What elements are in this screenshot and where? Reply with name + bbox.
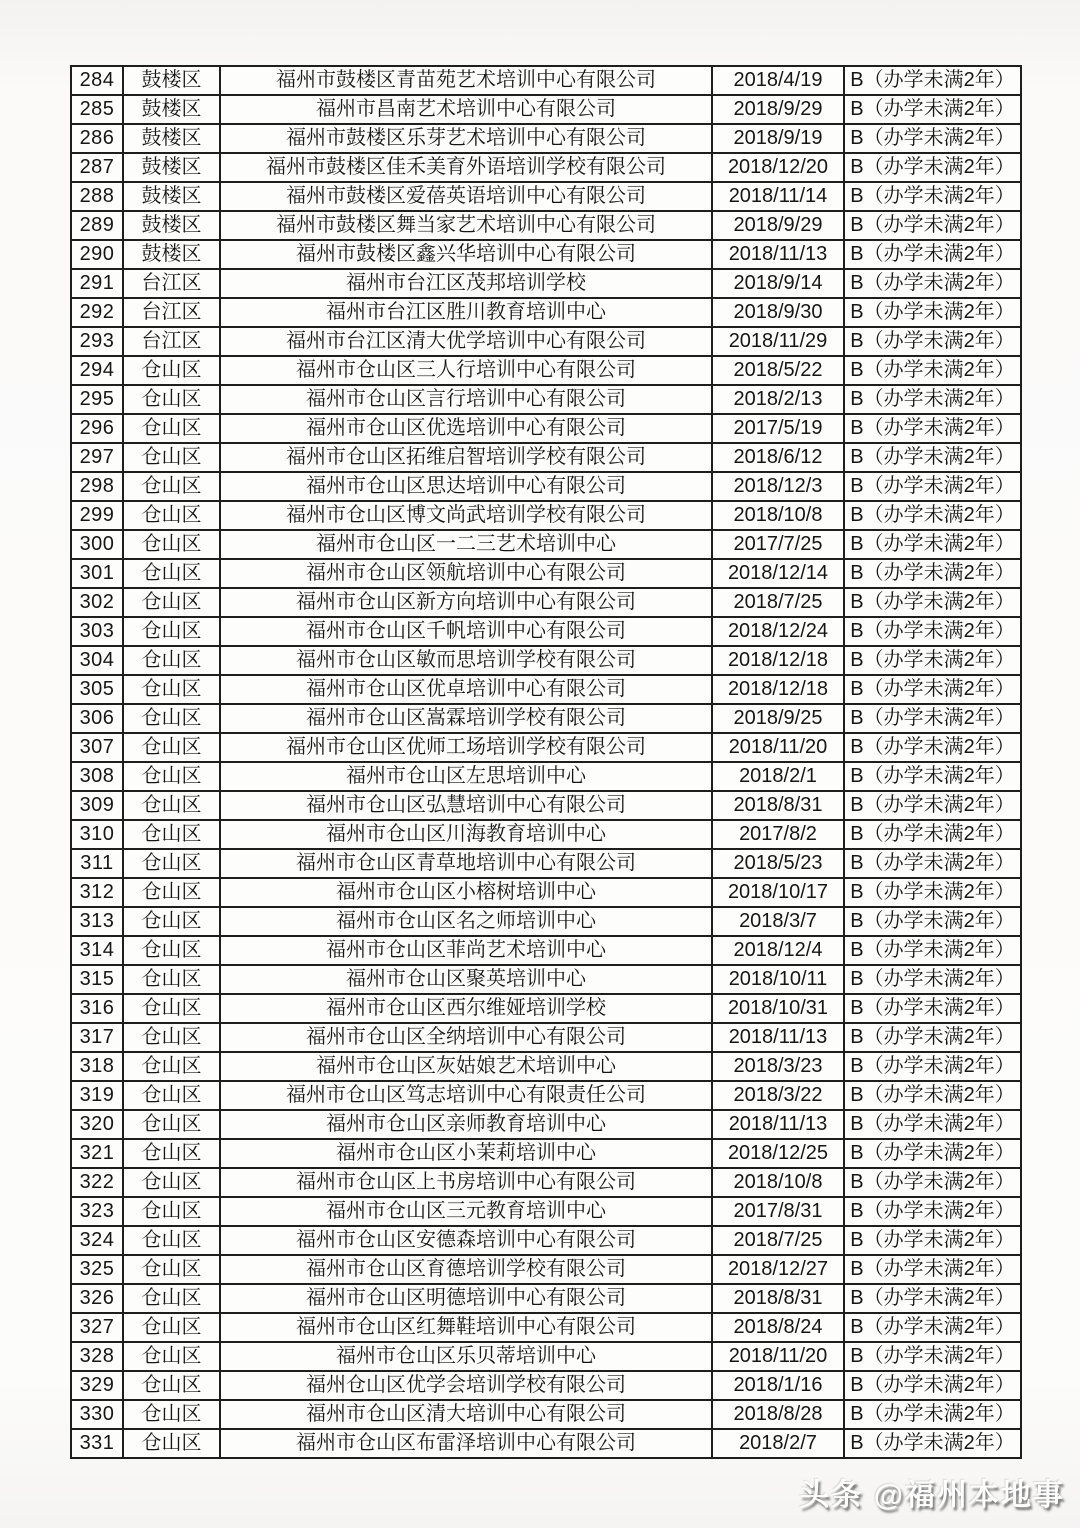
cell-date: 2018/1/16 — [712, 1371, 844, 1400]
cell-rating: B（办学未满2年） — [844, 675, 1021, 704]
cell-rating: B（办学未满2年） — [844, 1429, 1021, 1458]
cell-no: 302 — [71, 588, 123, 617]
cell-name: 福州仓山区优学会培训学校有限公司 — [220, 1371, 712, 1400]
cell-no: 310 — [71, 820, 123, 849]
cell-rating: B（办学未满2年） — [844, 443, 1021, 472]
table-row — [71, 733, 1021, 762]
table-row — [71, 1023, 1021, 1052]
cell-no: 311 — [71, 849, 123, 878]
cell-date: 2018/5/23 — [712, 849, 844, 878]
cell-date: 2018/12/18 — [712, 675, 844, 704]
cell-name: 福州市仓山区一二三艺术培训中心 — [220, 530, 712, 559]
cell-district: 仓山区 — [123, 1052, 220, 1081]
cell-no: 304 — [71, 646, 123, 675]
table-row — [71, 936, 1021, 965]
cell-district: 鼓楼区 — [123, 211, 220, 240]
cell-name: 福州市仓山区嵩霖培训学校有限公司 — [220, 704, 712, 733]
cell-name: 福州市仓山区小茉莉培训中心 — [220, 1139, 712, 1168]
cell-no: 313 — [71, 907, 123, 936]
cell-district: 仓山区 — [123, 936, 220, 965]
table-row — [71, 1313, 1021, 1342]
cell-rating: B（办学未满2年） — [844, 414, 1021, 443]
table-row — [71, 588, 1021, 617]
cell-name: 福州市仓山区聚英培训中心 — [220, 965, 712, 994]
cell-no: 326 — [71, 1284, 123, 1313]
table-row — [71, 1226, 1021, 1255]
cell-date: 2018/5/22 — [712, 356, 844, 385]
cell-name: 福州市仓山区灰姑娘艺术培训中心 — [220, 1052, 712, 1081]
cell-date: 2018/11/13 — [712, 1023, 844, 1052]
cell-name: 福州市鼓楼区乐芽艺术培训中心有限公司 — [220, 124, 712, 153]
cell-no: 308 — [71, 762, 123, 791]
cell-district: 仓山区 — [123, 1429, 220, 1458]
cell-rating: B（办学未满2年） — [844, 733, 1021, 762]
cell-district: 仓山区 — [123, 1081, 220, 1110]
cell-no: 301 — [71, 559, 123, 588]
cell-district: 鼓楼区 — [123, 95, 220, 124]
cell-date: 2018/2/1 — [712, 762, 844, 791]
cell-no: 288 — [71, 182, 123, 211]
cell-date: 2018/2/7 — [712, 1429, 844, 1458]
cell-no: 305 — [71, 675, 123, 704]
cell-rating: B（办学未满2年） — [844, 1371, 1021, 1400]
cell-no: 298 — [71, 472, 123, 501]
cell-date: 2018/6/12 — [712, 443, 844, 472]
cell-date: 2018/11/13 — [712, 1110, 844, 1139]
cell-no: 327 — [71, 1313, 123, 1342]
cell-district: 鼓楼区 — [123, 153, 220, 182]
cell-no: 316 — [71, 994, 123, 1023]
table-row — [71, 1168, 1021, 1197]
table-row — [71, 298, 1021, 327]
cell-district: 仓山区 — [123, 733, 220, 762]
cell-name: 福州市仓山区言行培训中心有限公司 — [220, 385, 712, 414]
cell-name: 福州市仓山区明德培训中心有限公司 — [220, 1284, 712, 1313]
cell-no: 318 — [71, 1052, 123, 1081]
cell-no: 286 — [71, 124, 123, 153]
cell-no: 290 — [71, 240, 123, 269]
cell-no: 322 — [71, 1168, 123, 1197]
cell-name: 福州市仓山区领航培训中心有限公司 — [220, 559, 712, 588]
cell-date: 2018/10/17 — [712, 878, 844, 907]
table-row — [71, 269, 1021, 298]
cell-date: 2017/7/25 — [712, 530, 844, 559]
table-row — [71, 1197, 1021, 1226]
cell-district: 台江区 — [123, 327, 220, 356]
cell-district: 仓山区 — [123, 849, 220, 878]
cell-name: 福州市仓山区红舞鞋培训中心有限公司 — [220, 1313, 712, 1342]
cell-date: 2018/11/14 — [712, 182, 844, 211]
cell-no: 331 — [71, 1429, 123, 1458]
cell-no: 314 — [71, 936, 123, 965]
cell-name: 福州市仓山区思达培训中心有限公司 — [220, 472, 712, 501]
cell-district: 仓山区 — [123, 820, 220, 849]
cell-district: 仓山区 — [123, 646, 220, 675]
cell-rating: B（办学未满2年） — [844, 1400, 1021, 1429]
cell-name: 福州市仓山区千帆培训中心有限公司 — [220, 617, 712, 646]
cell-district: 鼓楼区 — [123, 240, 220, 269]
cell-district: 仓山区 — [123, 1168, 220, 1197]
table-row — [71, 617, 1021, 646]
cell-rating: B（办学未满2年） — [844, 559, 1021, 588]
cell-rating: B（办学未满2年） — [844, 965, 1021, 994]
cell-district: 仓山区 — [123, 385, 220, 414]
cell-date: 2018/12/25 — [712, 1139, 844, 1168]
cell-rating: B（办学未满2年） — [844, 849, 1021, 878]
cell-date: 2018/10/31 — [712, 994, 844, 1023]
cell-district: 鼓楼区 — [123, 124, 220, 153]
table-row — [71, 646, 1021, 675]
cell-rating: B（办学未满2年） — [844, 327, 1021, 356]
table-row — [71, 414, 1021, 443]
table-row — [71, 385, 1021, 414]
cell-rating: B（办学未满2年） — [844, 1284, 1021, 1313]
cell-date: 2018/3/22 — [712, 1081, 844, 1110]
cell-district: 仓山区 — [123, 530, 220, 559]
cell-date: 2018/7/25 — [712, 588, 844, 617]
cell-district: 鼓楼区 — [123, 182, 220, 211]
cell-district: 仓山区 — [123, 1197, 220, 1226]
cell-district: 仓山区 — [123, 965, 220, 994]
cell-name: 福州市仓山区三人行培训中心有限公司 — [220, 356, 712, 385]
cell-name: 福州市台江区胜川教育培训中心 — [220, 298, 712, 327]
cell-no: 285 — [71, 95, 123, 124]
cell-no: 296 — [71, 414, 123, 443]
cell-no: 295 — [71, 385, 123, 414]
table-row — [71, 965, 1021, 994]
cell-name: 福州市仓山区三元教育培训中心 — [220, 1197, 712, 1226]
cell-name: 福州市仓山区西尔维娅培训学校 — [220, 994, 712, 1023]
cell-district: 仓山区 — [123, 704, 220, 733]
cell-district: 仓山区 — [123, 356, 220, 385]
cell-name: 福州市仓山区上书房培训中心有限公司 — [220, 1168, 712, 1197]
cell-no: 324 — [71, 1226, 123, 1255]
cell-rating: B（办学未满2年） — [844, 646, 1021, 675]
cell-rating: B（办学未满2年） — [844, 1081, 1021, 1110]
cell-date: 2018/11/20 — [712, 733, 844, 762]
table-row — [71, 1052, 1021, 1081]
cell-rating: B（办学未满2年） — [844, 269, 1021, 298]
cell-rating: B（办学未满2年） — [844, 240, 1021, 269]
cell-name: 福州市仓山区优选培训中心有限公司 — [220, 414, 712, 443]
cell-district: 仓山区 — [123, 472, 220, 501]
cell-rating: B（办学未满2年） — [844, 182, 1021, 211]
cell-date: 2018/12/3 — [712, 472, 844, 501]
cell-rating: B（办学未满2年） — [844, 211, 1021, 240]
table-row — [71, 472, 1021, 501]
table-row — [71, 124, 1021, 153]
cell-name: 福州市仓山区拓维启智培训学校有限公司 — [220, 443, 712, 472]
table-row — [71, 820, 1021, 849]
cell-no: 297 — [71, 443, 123, 472]
table-row — [71, 559, 1021, 588]
cell-district: 仓山区 — [123, 791, 220, 820]
table-body — [71, 66, 1021, 1458]
cell-name: 福州市仓山区左思培训中心 — [220, 762, 712, 791]
cell-name: 福州市仓山区青草地培训中心有限公司 — [220, 849, 712, 878]
cell-no: 307 — [71, 733, 123, 762]
cell-rating: B（办学未满2年） — [844, 820, 1021, 849]
cell-name: 福州市仓山区菲尚艺术培训中心 — [220, 936, 712, 965]
cell-rating: B（办学未满2年） — [844, 878, 1021, 907]
cell-date: 2018/7/25 — [712, 1226, 844, 1255]
cell-date: 2018/8/24 — [712, 1313, 844, 1342]
cell-rating: B（办学未满2年） — [844, 153, 1021, 182]
table-row — [71, 327, 1021, 356]
table-row — [71, 240, 1021, 269]
cell-rating: B（办学未满2年） — [844, 1226, 1021, 1255]
table-row — [71, 1429, 1021, 1458]
cell-no: 319 — [71, 1081, 123, 1110]
cell-rating: B（办学未满2年） — [844, 1197, 1021, 1226]
table-row — [71, 66, 1021, 95]
cell-date: 2018/9/14 — [712, 269, 844, 298]
table-row — [71, 1371, 1021, 1400]
cell-district: 仓山区 — [123, 588, 220, 617]
cell-date: 2017/8/31 — [712, 1197, 844, 1226]
cell-date: 2018/12/14 — [712, 559, 844, 588]
cell-name: 福州市鼓楼区舞当家艺术培训中心有限公司 — [220, 211, 712, 240]
cell-date: 2018/9/30 — [712, 298, 844, 327]
cell-date: 2018/3/7 — [712, 907, 844, 936]
table-row — [71, 762, 1021, 791]
cell-no: 300 — [71, 530, 123, 559]
cell-district: 仓山区 — [123, 1255, 220, 1284]
cell-date: 2018/11/29 — [712, 327, 844, 356]
table-row — [71, 501, 1021, 530]
cell-no: 317 — [71, 1023, 123, 1052]
cell-date: 2018/12/4 — [712, 936, 844, 965]
cell-name: 福州市仓山区小榕树培训中心 — [220, 878, 712, 907]
cell-date: 2018/9/25 — [712, 704, 844, 733]
table-row — [71, 849, 1021, 878]
cell-no: 299 — [71, 501, 123, 530]
table-row — [71, 182, 1021, 211]
cell-no: 292 — [71, 298, 123, 327]
institutions-rating-table — [70, 65, 1022, 1459]
cell-name: 福州市仓山区川海教育培训中心 — [220, 820, 712, 849]
cell-rating: B（办学未满2年） — [844, 791, 1021, 820]
cell-rating: B（办学未满2年） — [844, 1342, 1021, 1371]
cell-district: 仓山区 — [123, 762, 220, 791]
cell-date: 2018/9/29 — [712, 211, 844, 240]
cell-name: 福州市仓山区布雷泽培训中心有限公司 — [220, 1429, 712, 1458]
cell-date: 2018/11/20 — [712, 1342, 844, 1371]
table-row — [71, 1081, 1021, 1110]
cell-rating: B（办学未满2年） — [844, 66, 1021, 95]
cell-district: 仓山区 — [123, 1023, 220, 1052]
cell-district: 鼓楼区 — [123, 66, 220, 95]
cell-rating: B（办学未满2年） — [844, 936, 1021, 965]
table-row — [71, 211, 1021, 240]
cell-date: 2018/12/20 — [712, 153, 844, 182]
table-row — [71, 95, 1021, 124]
cell-rating: B（办学未满2年） — [844, 501, 1021, 530]
table-row — [71, 791, 1021, 820]
cell-no: 330 — [71, 1400, 123, 1429]
cell-district: 仓山区 — [123, 1400, 220, 1429]
cell-date: 2018/9/19 — [712, 124, 844, 153]
cell-name: 福州市仓山区清大培训中心有限公司 — [220, 1400, 712, 1429]
cell-no: 329 — [71, 1371, 123, 1400]
cell-district: 仓山区 — [123, 675, 220, 704]
cell-name: 福州市鼓楼区青苗苑艺术培训中心有限公司 — [220, 66, 712, 95]
cell-name: 福州市仓山区弘慧培训中心有限公司 — [220, 791, 712, 820]
cell-name: 福州市仓山区育德培训学校有限公司 — [220, 1255, 712, 1284]
cell-rating: B（办学未满2年） — [844, 704, 1021, 733]
table-row — [71, 153, 1021, 182]
cell-name: 福州市仓山区博文尚武培训学校有限公司 — [220, 501, 712, 530]
cell-date: 2018/4/19 — [712, 66, 844, 95]
cell-date: 2018/10/8 — [712, 501, 844, 530]
cell-date: 2018/8/28 — [712, 1400, 844, 1429]
cell-rating: B（办学未满2年） — [844, 617, 1021, 646]
cell-name: 福州市昌南艺术培训中心有限公司 — [220, 95, 712, 124]
cell-name: 福州市台江区清大优学培训中心有限公司 — [220, 327, 712, 356]
cell-district: 仓山区 — [123, 443, 220, 472]
cell-district: 仓山区 — [123, 1342, 220, 1371]
cell-district: 仓山区 — [123, 617, 220, 646]
cell-no: 312 — [71, 878, 123, 907]
table-row — [71, 675, 1021, 704]
cell-no: 325 — [71, 1255, 123, 1284]
cell-district: 仓山区 — [123, 878, 220, 907]
cell-no: 289 — [71, 211, 123, 240]
table-row — [71, 1255, 1021, 1284]
cell-name: 福州市仓山区敏而思培训学校有限公司 — [220, 646, 712, 675]
cell-district: 仓山区 — [123, 907, 220, 936]
cell-district: 仓山区 — [123, 1371, 220, 1400]
cell-rating: B（办学未满2年） — [844, 356, 1021, 385]
cell-district: 仓山区 — [123, 559, 220, 588]
cell-name: 福州市仓山区优师工场培训学校有限公司 — [220, 733, 712, 762]
table-row — [71, 907, 1021, 936]
cell-name: 福州市仓山区优卓培训中心有限公司 — [220, 675, 712, 704]
cell-rating: B（办学未满2年） — [844, 1255, 1021, 1284]
cell-rating: B（办学未满2年） — [844, 472, 1021, 501]
cell-name: 福州市鼓楼区鑫兴华培训中心有限公司 — [220, 240, 712, 269]
cell-district: 仓山区 — [123, 1226, 220, 1255]
table-row — [71, 704, 1021, 733]
table-row — [71, 1342, 1021, 1371]
cell-rating: B（办学未满2年） — [844, 1110, 1021, 1139]
table-row — [71, 530, 1021, 559]
cell-no: 323 — [71, 1197, 123, 1226]
cell-district: 台江区 — [123, 298, 220, 327]
cell-no: 291 — [71, 269, 123, 298]
cell-rating: B（办学未满2年） — [844, 588, 1021, 617]
cell-date: 2018/12/27 — [712, 1255, 844, 1284]
cell-rating: B（办学未满2年） — [844, 385, 1021, 414]
cell-district: 仓山区 — [123, 1110, 220, 1139]
table-row — [71, 878, 1021, 907]
cell-rating: B（办学未满2年） — [844, 1313, 1021, 1342]
cell-district: 仓山区 — [123, 1313, 220, 1342]
cell-date: 2018/9/29 — [712, 95, 844, 124]
cell-no: 293 — [71, 327, 123, 356]
cell-rating: B（办学未满2年） — [844, 298, 1021, 327]
cell-rating: B（办学未满2年） — [844, 530, 1021, 559]
cell-rating: B（办学未满2年） — [844, 1052, 1021, 1081]
table-row — [71, 1284, 1021, 1313]
toutiao-watermark: 头条 @福州本地事 — [799, 1479, 1065, 1512]
cell-rating: B（办学未满2年） — [844, 762, 1021, 791]
cell-date: 2018/10/11 — [712, 965, 844, 994]
cell-district: 仓山区 — [123, 501, 220, 530]
cell-date: 2018/10/8 — [712, 1168, 844, 1197]
cell-date: 2018/3/23 — [712, 1052, 844, 1081]
cell-no: 320 — [71, 1110, 123, 1139]
cell-no: 306 — [71, 704, 123, 733]
cell-name: 福州市仓山区新方向培训中心有限公司 — [220, 588, 712, 617]
cell-name: 福州市仓山区安德森培训中心有限公司 — [220, 1226, 712, 1255]
cell-rating: B（办学未满2年） — [844, 95, 1021, 124]
cell-no: 294 — [71, 356, 123, 385]
table-row — [71, 994, 1021, 1023]
cell-rating: B（办学未满2年） — [844, 1023, 1021, 1052]
table-row — [71, 356, 1021, 385]
cell-date: 2018/12/24 — [712, 617, 844, 646]
cell-district: 仓山区 — [123, 1284, 220, 1313]
cell-no: 328 — [71, 1342, 123, 1371]
cell-date: 2018/8/31 — [712, 1284, 844, 1313]
cell-rating: B（办学未满2年） — [844, 124, 1021, 153]
cell-name: 福州市仓山区笃志培训中心有限责任公司 — [220, 1081, 712, 1110]
cell-date: 2017/8/2 — [712, 820, 844, 849]
cell-date: 2017/5/19 — [712, 414, 844, 443]
cell-name: 福州市台江区茂邦培训学校 — [220, 269, 712, 298]
table-row — [71, 443, 1021, 472]
cell-rating: B（办学未满2年） — [844, 907, 1021, 936]
cell-district: 仓山区 — [123, 1139, 220, 1168]
cell-name: 福州市仓山区名之师培训中心 — [220, 907, 712, 936]
table-row — [71, 1400, 1021, 1429]
cell-date: 2018/11/13 — [712, 240, 844, 269]
cell-no: 284 — [71, 66, 123, 95]
cell-no: 309 — [71, 791, 123, 820]
cell-no: 287 — [71, 153, 123, 182]
cell-name: 福州市仓山区亲师教育培训中心 — [220, 1110, 712, 1139]
cell-date: 2018/8/31 — [712, 791, 844, 820]
cell-name: 福州市仓山区乐贝蒂培训中心 — [220, 1342, 712, 1371]
cell-district: 仓山区 — [123, 994, 220, 1023]
cell-no: 315 — [71, 965, 123, 994]
cell-rating: B（办学未满2年） — [844, 1168, 1021, 1197]
cell-rating: B（办学未满2年） — [844, 1139, 1021, 1168]
cell-no: 321 — [71, 1139, 123, 1168]
cell-name: 福州市仓山区全纳培训中心有限公司 — [220, 1023, 712, 1052]
cell-district: 仓山区 — [123, 414, 220, 443]
cell-date: 2018/2/13 — [712, 385, 844, 414]
cell-date: 2018/12/18 — [712, 646, 844, 675]
cell-district: 台江区 — [123, 269, 220, 298]
cell-rating: B（办学未满2年） — [844, 994, 1021, 1023]
table-row — [71, 1110, 1021, 1139]
cell-name: 福州市鼓楼区佳禾美育外语培训学校有限公司 — [220, 153, 712, 182]
cell-name: 福州市鼓楼区爱蓓英语培训中心有限公司 — [220, 182, 712, 211]
cell-no: 303 — [71, 617, 123, 646]
table-row — [71, 1139, 1021, 1168]
